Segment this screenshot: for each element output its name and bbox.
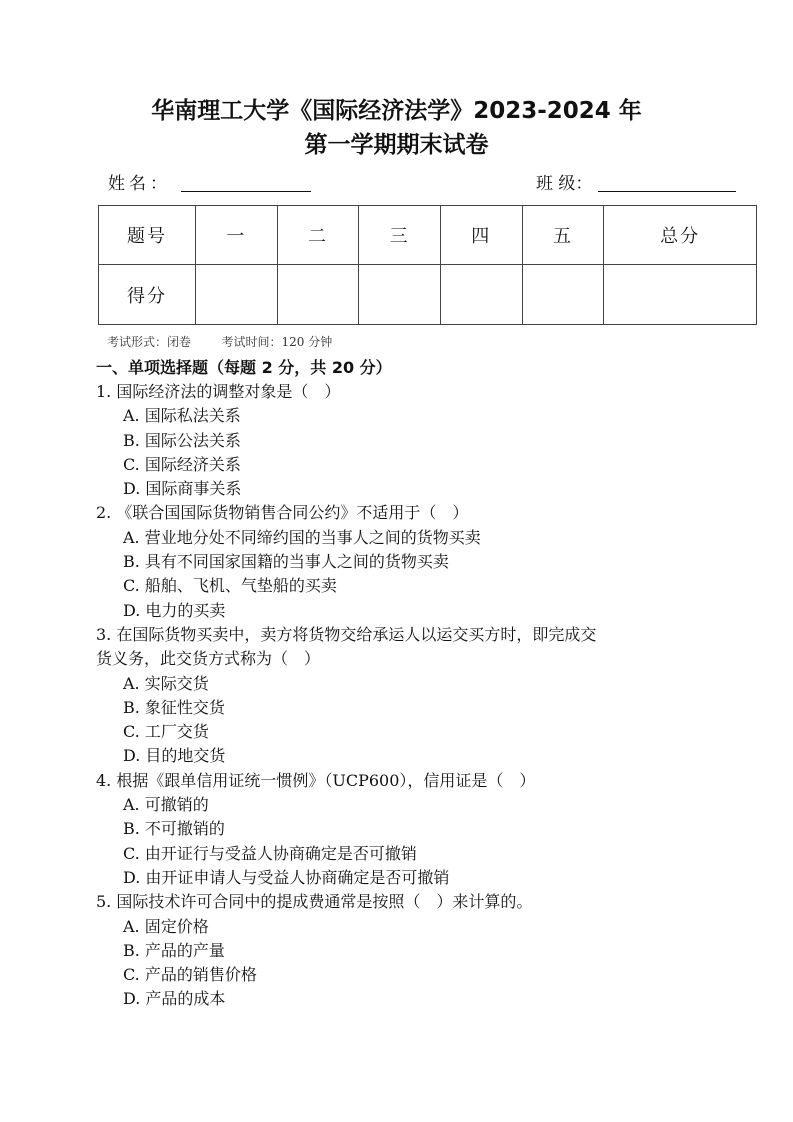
option-a: A. 国际私法关系: [123, 406, 241, 426]
score-header-cell: 四: [440, 206, 522, 265]
option-c: C. 船舶、飞机、气垫船的买卖: [123, 576, 337, 596]
option-b: B. 产品的产量: [123, 940, 225, 960]
option-c: C. 工厂交货: [123, 722, 209, 742]
question-1: [96, 380, 706, 501]
question-stem: 2. 《联合国国际货物销售合同公约》不适用于（ ）: [96, 503, 469, 523]
score-header-cell: 三: [359, 206, 441, 265]
exam-title-line1: 华南理工大学《国际经济法学》2023-2024 年: [151, 98, 642, 124]
option-d: D. 国际商事关系: [123, 479, 242, 499]
option-d: D. 目的地交货: [123, 746, 226, 766]
score-cell[interactable]: [359, 265, 441, 325]
score-cell[interactable]: [196, 265, 278, 325]
option-d: D. 产品的成本: [123, 989, 226, 1009]
exam-meta: [107, 333, 332, 350]
question-stem: 1. 国际经济法的调整对象是（ ）: [96, 382, 341, 401]
score-header-cell: 二: [277, 206, 359, 265]
exam-title-line2: 第一学期期末试卷: [304, 132, 489, 158]
score-table: [98, 205, 757, 325]
question-stem: 5. 国际技术许可合同中的提成费通常是按照（ ）来计算的。: [96, 892, 533, 912]
score-header-cell: 一: [196, 206, 278, 265]
option-a: A. 可撤销的: [123, 795, 209, 815]
option-a: A. 固定价格: [123, 916, 209, 936]
option-c: C. 产品的销售价格: [123, 965, 257, 985]
option-d: D. 由开证申请人与受益人协商确定是否可撤销: [123, 867, 450, 887]
option-c: C. 国际经济关系: [123, 454, 241, 474]
question-5: [96, 890, 706, 1011]
question-stem: 4. 根据《跟单信用证统一惯例》（UCP600），信用证是（ ）: [96, 770, 536, 790]
student-info-row: [108, 172, 738, 196]
question-3: [96, 623, 706, 769]
option-a: A. 实际交货: [123, 673, 209, 693]
option-b: B. 不可撤销的: [123, 819, 225, 839]
score-cell[interactable]: [277, 265, 359, 325]
section-title: 一、单项选择题（每题 2 分，共 20 分）: [96, 358, 392, 377]
name-label: 姓名：: [108, 174, 171, 194]
option-b: B. 国际公法关系: [123, 430, 241, 450]
name-blank[interactable]: [181, 172, 311, 192]
score-header-cell: 总分: [604, 206, 757, 265]
question-4: [96, 769, 706, 890]
class-label: 班 级：: [536, 174, 593, 194]
option-c: C. 由开证行与受益人协商确定是否可撤销: [123, 843, 417, 863]
option-b: B. 具有不同国家国籍的当事人之间的货物买卖: [123, 552, 449, 572]
exam-form: 考试形式：闭卷: [107, 335, 192, 349]
score-header-cell: 五: [522, 206, 604, 265]
option-b: B. 象征性交货: [123, 697, 225, 717]
score-table-score-row: [99, 265, 757, 325]
question-2: [96, 501, 706, 622]
question-list: [96, 380, 706, 1012]
score-row-label: 得分: [99, 265, 196, 325]
score-cell[interactable]: [604, 265, 757, 325]
question-stem-continued: 货义务，此交货方式称为（ ）: [96, 649, 321, 669]
option-d: D. 电力的买卖: [123, 600, 226, 620]
score-cell[interactable]: [522, 265, 604, 325]
option-a: A. 营业地分处不同缔约国的当事人之间的货物买卖: [123, 527, 481, 547]
class-blank[interactable]: [598, 172, 736, 192]
question-stem: 3. 在国际货物买卖中，卖方将货物交给承运人以运交买方时，即完成交: [96, 624, 597, 644]
score-table-header-row: [99, 206, 757, 265]
score-cell[interactable]: [440, 265, 522, 325]
score-header-cell: 题号: [99, 206, 196, 265]
exam-time: 考试时间：120 分钟: [221, 335, 333, 349]
